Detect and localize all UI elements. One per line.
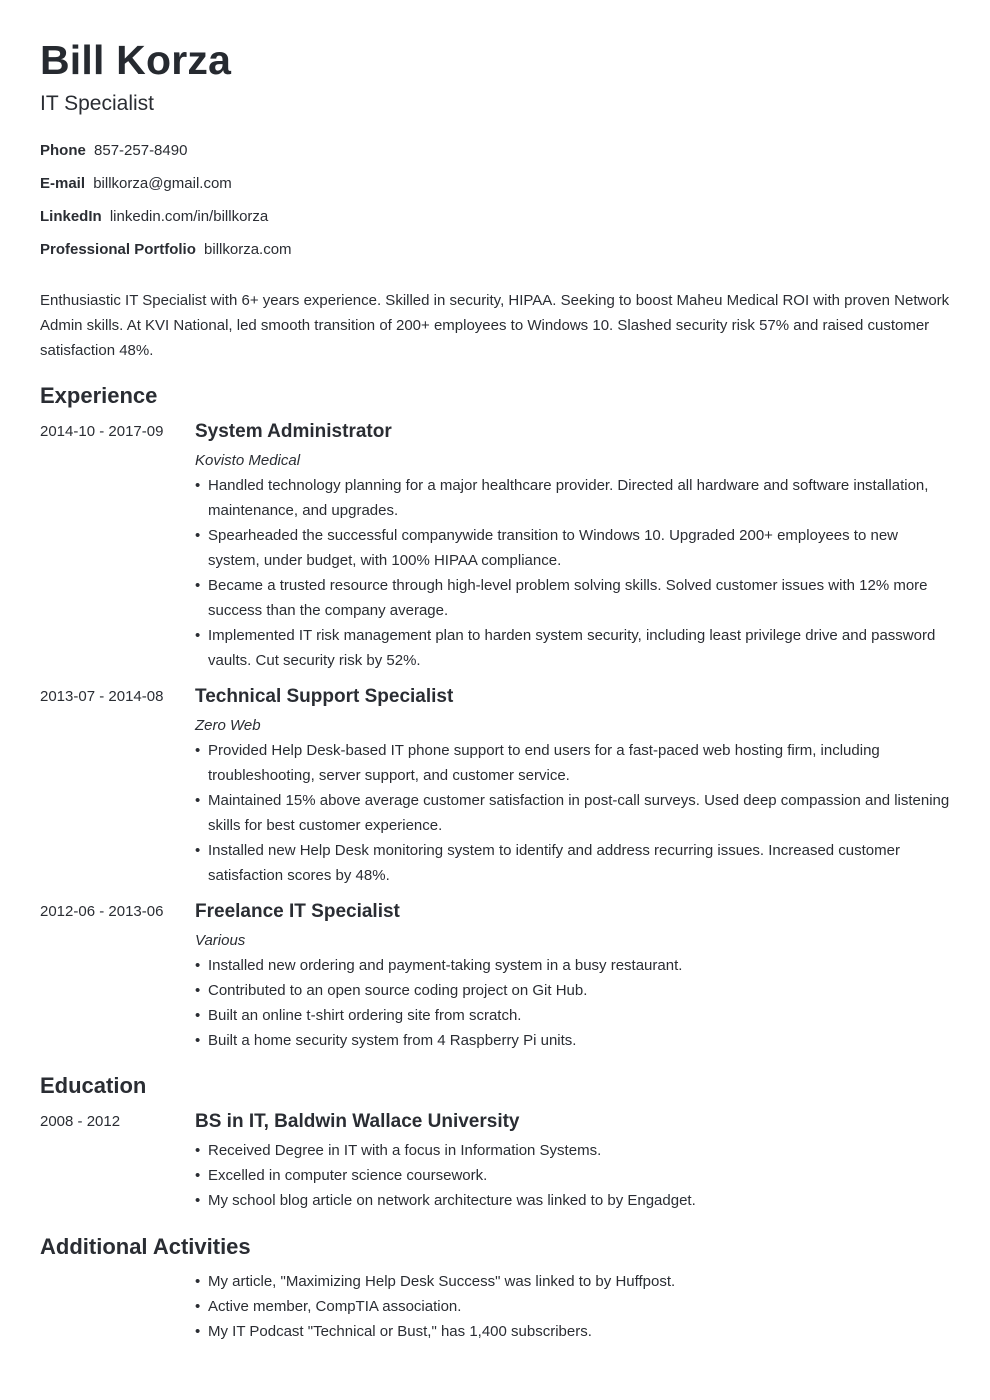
bullet-list — [195, 953, 952, 1053]
bullet-item: • My IT Podcast "Technical or Bust," has 1,400 subscribers. — [195, 1319, 952, 1344]
bullet-item: • Active member, CompTIA association. — [195, 1294, 952, 1319]
job-title: Technical Support Specialist — [195, 686, 454, 707]
experience-entry — [40, 899, 952, 1053]
contact-linkedin — [40, 208, 952, 226]
contact-label: Phone — [40, 142, 86, 159]
degree-title: BS in IT, Baldwin Wallace University — [195, 1111, 520, 1132]
bullet-list — [195, 1138, 952, 1213]
bullet-list — [195, 738, 952, 888]
contact-value: linkedin.com/in/billkorza — [109, 208, 269, 225]
entry-dates: 2008 - 2012 — [40, 1113, 121, 1130]
experience-heading: Experience — [40, 383, 158, 408]
experience-entry — [40, 684, 952, 888]
activities-heading: Additional Activities — [40, 1234, 251, 1259]
candidate-name: Bill Korza — [40, 37, 232, 83]
candidate-title: IT Specialist — [40, 92, 154, 115]
bullet-item: • Received Degree in IT with a focus in Information Systems. — [195, 1138, 952, 1163]
bullet-item: • Contributed to an open source coding project on Git Hub. — [195, 978, 952, 1003]
activities-list — [195, 1269, 952, 1344]
bullet-item: • Built an online t-shirt ordering site from scratch. — [195, 1003, 952, 1028]
bullet-item: • Implemented IT risk management plan to harden system security, including least privilege drive and password vaults. Cut security risk by 52%. — [195, 623, 952, 673]
contact-phone — [40, 142, 952, 160]
education-entry — [40, 1109, 952, 1213]
company-name: Zero Web — [195, 717, 261, 734]
entry-body — [195, 684, 952, 888]
contact-label: LinkedIn — [40, 208, 102, 225]
entry-dates: 2013-07 - 2014-08 — [40, 688, 164, 705]
bullet-item: • Built a home security system from 4 Raspberry Pi units. — [195, 1028, 952, 1053]
entry-body — [195, 419, 952, 673]
entry-dates: 2012-06 - 2013-06 — [40, 903, 164, 920]
contact-list — [40, 142, 952, 259]
summary-text: Enthusiastic IT Specialist with 6+ years experience. Skilled in security, HIPAA. Seeking to boost Maheu Medical ROI with proven Network Admin skills. At KVI National, led smooth transition of 200+ employees to Windows 10. Slashed security risk 57% and raised customer satisfaction 48%. — [40, 292, 950, 359]
experience-entry — [40, 419, 952, 673]
education-heading: Education — [40, 1073, 147, 1098]
entry-dates: 2014-10 - 2017-09 — [40, 423, 164, 440]
resume-page — [40, 36, 952, 1344]
contact-value: 857-257-8490 — [94, 142, 188, 159]
contact-value: billkorza@gmail.com — [93, 175, 232, 192]
contact-label: Professional Portfolio — [40, 241, 196, 258]
bullet-item: • Became a trusted resource through high-level problem solving skills. Solved customer issues with 12% more success than the company average. — [195, 573, 952, 623]
bullet-item: • Provided Help Desk-based IT phone support to end users for a fast-paced web hosting firm, including troubleshooting, server support, and customer service. — [195, 738, 952, 788]
bullet-item: • My school blog article on network architecture was linked to by Engadget. — [195, 1188, 952, 1213]
entry-body — [195, 899, 952, 1053]
bullet-item: • Maintained 15% above average customer satisfaction in post-call surveys. Used deep compassion and listening skills for best customer experience. — [195, 788, 952, 838]
company-name: Kovisto Medical — [195, 452, 301, 469]
job-title: Freelance IT Specialist — [195, 901, 400, 922]
contact-value: billkorza.com — [204, 241, 292, 258]
contact-email — [40, 175, 952, 193]
contact-portfolio — [40, 241, 952, 259]
entry-body — [195, 1109, 952, 1213]
bullet-item: • Spearheaded the successful companywide transition to Windows 10. Upgraded 200+ employees to new system, under budget, with 100% HIPAA compliance. — [195, 523, 952, 573]
job-title: System Administrator — [195, 421, 392, 442]
bullet-item: • Installed new Help Desk monitoring system to identify and address recurring issues. Increased customer satisfaction scores by 48%. — [195, 838, 952, 888]
contact-label: E-mail — [40, 175, 86, 192]
bullet-item: • Handled technology planning for a major healthcare provider. Directed all hardware and software installation, maintenance, and upgrades. — [195, 473, 952, 523]
company-name: Various — [195, 932, 246, 949]
bullet-item: • My article, "Maximizing Help Desk Success" was linked to by Huffpost. — [195, 1269, 952, 1294]
bullet-item: • Excelled in computer science coursework. — [195, 1163, 952, 1188]
bullet-item: • Installed new ordering and payment-taking system in a busy restaurant. — [195, 953, 952, 978]
bullet-list — [195, 473, 952, 673]
